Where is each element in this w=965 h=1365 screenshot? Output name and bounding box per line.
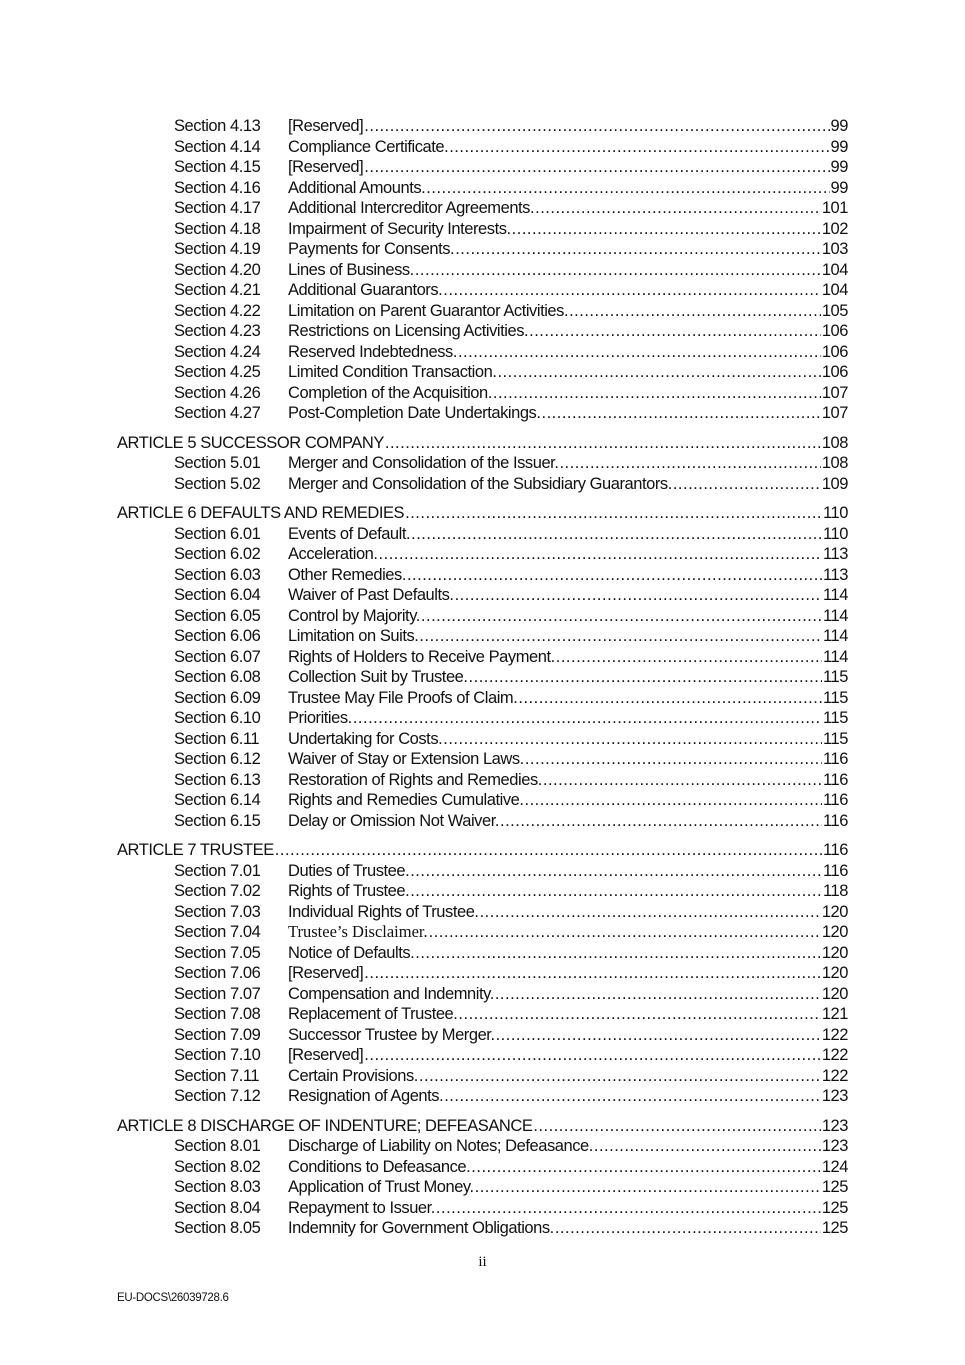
toc-page-number: 123 — [821, 1116, 848, 1135]
toc-section-number: Section 6.06 — [174, 627, 261, 645]
toc-section-title: Trustee May File Proofs of Claim. — [288, 688, 518, 707]
toc-page-number: 99 — [830, 117, 848, 135]
toc-section-row[interactable] — [117, 1157, 848, 1178]
toc-section-row[interactable] — [117, 403, 848, 424]
toc-section-row[interactable] — [117, 943, 848, 964]
dot-leader — [512, 219, 821, 240]
toc-page-number: 125 — [821, 1178, 848, 1196]
toc-section-title: Individual Rights of Trustee. — [288, 902, 479, 921]
toc-section-number: Section 4.15 — [174, 158, 261, 176]
dot-leader — [429, 922, 821, 943]
toc-section-number: Section 7.06 — [174, 964, 261, 982]
dot-leader — [379, 544, 822, 565]
toc-section-row[interactable] — [117, 881, 848, 902]
toc-section-number: Section 4.23 — [174, 322, 261, 340]
toc-section-row[interactable] — [117, 647, 848, 668]
dot-leader — [415, 260, 821, 281]
toc-page-number: 125 — [821, 1219, 848, 1237]
toc-page-number: 116 — [823, 750, 848, 768]
dot-leader — [458, 342, 821, 363]
toc-section-title: Replacement of Trustee. — [288, 1005, 458, 1023]
toc-section-row[interactable] — [117, 362, 848, 383]
toc-section-title: Rights of Trustee. — [288, 882, 410, 900]
toc-section-title: Compensation and Indemnity. — [288, 984, 494, 1003]
dot-leader — [419, 626, 822, 647]
toc-section-number: Section 4.13 — [174, 117, 261, 135]
toc-section-number: Section 7.01 — [174, 861, 261, 880]
dot-leader — [411, 524, 822, 545]
dot-leader — [518, 688, 822, 709]
toc-page-number: 106 — [821, 342, 848, 361]
toc-section-row[interactable] — [117, 321, 848, 342]
dot-leader — [410, 861, 822, 882]
toc-article-title: ARTICLE 5 SUCCESSOR COMPANY — [117, 433, 384, 452]
toc-section-title: Additional Amounts. — [288, 178, 426, 197]
toc-section-number: Section 7.10 — [174, 1046, 261, 1064]
dot-leader — [443, 729, 822, 750]
toc-section-row[interactable] — [117, 1136, 848, 1157]
toc-section-title: Indemnity for Government Obligations. — [288, 1219, 554, 1237]
toc-section-row[interactable] — [117, 770, 848, 791]
toc-section-row[interactable] — [117, 606, 848, 627]
toc-page-number: 120 — [821, 943, 848, 962]
toc-section-title: Duties of Trustee. — [288, 861, 410, 880]
toc-section-number: Section 5.02 — [174, 474, 261, 493]
toc-section-row[interactable] — [117, 239, 848, 260]
toc-page-number: 116 — [823, 861, 848, 880]
dot-leader — [410, 881, 822, 902]
toc-page-number: 122 — [821, 1066, 848, 1085]
toc-section-title: Acceleration. — [288, 545, 378, 563]
dot-leader — [405, 503, 822, 524]
toc-section-title: Other Remedies. — [288, 565, 406, 584]
dot-leader — [415, 943, 821, 964]
toc-section-title: Restoration of Rights and Remedies. — [288, 770, 542, 789]
dot-leader — [421, 606, 822, 627]
toc-section-title: Discharge of Liability on Notes; Defeasance. — [288, 1137, 593, 1155]
toc-section-title: Lines of Business. — [288, 260, 414, 279]
toc-section-row[interactable] — [117, 811, 848, 832]
dot-leader — [497, 362, 820, 383]
toc-section-number: Section 8.01 — [174, 1137, 261, 1155]
dot-leader — [533, 1116, 820, 1137]
toc-section-number: Section 7.03 — [174, 902, 261, 921]
toc-section-title: Conditions to Defeasance. — [288, 1157, 471, 1176]
table-of-contents — [117, 116, 848, 1239]
toc-section-title: Merger and Consolidation of the Issuer. — [288, 454, 559, 472]
toc-article-row[interactable] — [117, 840, 848, 861]
toc-section-row[interactable] — [117, 922, 848, 943]
toc-page-number: 110 — [823, 504, 848, 522]
toc-section-title: Compliance Certificate. — [288, 137, 449, 156]
toc-section-number: Section 6.11 — [174, 729, 260, 748]
toc-section-title: Limited Condition Transaction. — [288, 363, 497, 381]
dot-leader — [496, 1025, 821, 1046]
toc-page-number: 116 — [823, 841, 848, 859]
toc-page-number: 124 — [821, 1157, 848, 1176]
toc-section-number: Section 6.09 — [174, 688, 261, 707]
toc-section-number: Section 6.05 — [174, 606, 261, 625]
dot-leader — [475, 1177, 821, 1198]
toc-article-title: ARTICLE 7 TRUSTEE — [117, 841, 274, 859]
toc-section-row[interactable] — [117, 453, 848, 474]
toc-section-title: Rights and Remedies Cumulative. — [288, 791, 524, 809]
toc-section-title: Resignation of Agents. — [288, 1087, 444, 1105]
dot-leader — [569, 301, 821, 322]
toc-section-row[interactable] — [117, 902, 848, 923]
toc-section-number: Section 4.19 — [174, 240, 261, 258]
dot-leader — [455, 239, 821, 260]
toc-section-title: Trustee’s Disclaimer. — [288, 922, 428, 941]
toc-section-title: Notice of Defaults. — [288, 943, 415, 962]
toc-section-row[interactable] — [117, 1025, 848, 1046]
toc-page-number: 116 — [823, 791, 848, 809]
toc-section-row[interactable] — [117, 301, 848, 322]
toc-page-number: 110 — [823, 524, 848, 543]
toc-page-number: 115 — [823, 729, 848, 748]
toc-section-number: Section 7.07 — [174, 984, 261, 1003]
toc-section-number: Section 8.05 — [174, 1219, 261, 1237]
toc-section-title: Limitation on Parent Guarantor Activities. — [288, 301, 569, 320]
dot-leader — [543, 770, 822, 791]
dot-leader — [559, 453, 820, 474]
toc-page-number: 106 — [821, 322, 848, 340]
toc-section-row[interactable] — [117, 116, 848, 137]
toc-page-number: 116 — [823, 770, 848, 789]
toc-page-number: 115 — [823, 688, 848, 707]
toc-page-number: 101 — [821, 199, 848, 217]
dot-leader — [542, 403, 821, 424]
toc-page-number: 121 — [821, 1005, 848, 1023]
toc-section-row[interactable] — [117, 137, 848, 158]
toc-section-title: Reserved Indebtedness. — [288, 342, 457, 361]
toc-section-number: Section 6.14 — [174, 791, 261, 809]
toc-section-number: Section 4.20 — [174, 260, 261, 279]
toc-section-row[interactable] — [117, 861, 848, 882]
toc-section-number: Section 4.17 — [174, 199, 261, 217]
dot-leader — [449, 137, 829, 158]
toc-page-number: 99 — [830, 137, 848, 156]
dot-leader — [458, 1004, 820, 1025]
toc-page-number: 114 — [823, 647, 848, 666]
dot-leader — [419, 1066, 821, 1087]
toc-section-title: [Reserved] — [288, 1046, 364, 1064]
toc-section-number: Section 6.02 — [174, 545, 261, 563]
toc-section-row[interactable] — [117, 963, 848, 984]
toc-page-number: 105 — [821, 301, 848, 320]
dot-leader — [364, 1045, 821, 1066]
toc-article-row[interactable] — [117, 1116, 848, 1137]
toc-section-number: Section 4.24 — [174, 342, 261, 361]
toc-section-row[interactable] — [117, 708, 848, 729]
toc-page-number: 123 — [821, 1087, 848, 1105]
toc-section-number: Section 8.03 — [174, 1178, 261, 1196]
dot-leader — [556, 647, 822, 668]
toc-section-number: Section 6.08 — [174, 668, 261, 686]
toc-section-title: [Reserved] — [288, 158, 364, 176]
toc-section-title: Rights of Holders to Receive Payment. — [288, 647, 555, 666]
dot-leader — [535, 198, 821, 219]
toc-section-title: Successor Trustee by Merger. — [288, 1025, 495, 1044]
toc-section-title: Control by Majority. — [288, 606, 420, 625]
toc-page-number: 114 — [823, 586, 848, 604]
toc-section-number: Section 7.12 — [174, 1087, 261, 1105]
toc-section-row[interactable] — [117, 688, 848, 709]
toc-section-title: Application of Trust Money. — [288, 1178, 474, 1196]
toc-section-title: [Reserved] — [288, 117, 364, 135]
toc-page-number: 120 — [821, 923, 848, 941]
dot-leader — [275, 840, 822, 861]
dot-leader — [364, 116, 829, 137]
dot-leader — [385, 433, 821, 454]
toc-article-title: ARTICLE 8 DISCHARGE OF INDENTURE; DEFEASANCE — [117, 1116, 533, 1135]
toc-page-number: 114 — [823, 606, 848, 625]
dot-leader — [495, 984, 821, 1005]
toc-section-row[interactable] — [117, 565, 848, 586]
toc-section-title: Certain Provisions. — [288, 1066, 418, 1085]
toc-section-title: Impairment of Security Interests. — [288, 219, 511, 238]
dot-leader — [364, 963, 821, 984]
toc-section-row[interactable] — [117, 219, 848, 240]
toc-page-number: 104 — [821, 281, 848, 299]
toc-section-row[interactable] — [117, 1086, 848, 1107]
toc-page-number: 104 — [821, 260, 848, 279]
toc-section-number: Section 6.04 — [174, 586, 261, 604]
toc-page-number: 103 — [821, 240, 848, 258]
toc-section-row[interactable] — [117, 667, 848, 688]
toc-section-number: Section 7.02 — [174, 882, 261, 900]
toc-section-row[interactable] — [117, 1045, 848, 1066]
toc-section-number: Section 6.01 — [174, 524, 261, 543]
toc-section-number: Section 6.10 — [174, 709, 261, 727]
toc-section-number: Section 6.07 — [174, 647, 261, 666]
toc-page-number: 113 — [823, 545, 848, 563]
toc-section-number: Section 7.04 — [174, 923, 261, 941]
toc-page-number: 106 — [821, 363, 848, 381]
dot-leader — [525, 749, 822, 770]
toc-section-title: Merger and Consolidation of the Subsidiary Guarantors. — [288, 474, 672, 493]
toc-section-row[interactable] — [117, 280, 848, 301]
toc-page-number: 120 — [821, 984, 848, 1003]
toc-page-number: 109 — [821, 474, 848, 493]
toc-page-number: 120 — [821, 964, 848, 982]
toc-page-number: 113 — [823, 565, 848, 584]
toc-page-number: 116 — [823, 811, 848, 830]
dot-leader — [364, 157, 829, 178]
dot-leader — [436, 1198, 821, 1219]
document-id: EU-DOCS\26039728.6 — [117, 1292, 229, 1304]
toc-section-title: Restrictions on Licensing Activities. — [288, 322, 529, 340]
dot-leader — [469, 667, 823, 688]
toc-section-number: Section 4.25 — [174, 363, 261, 381]
toc-section-row[interactable] — [117, 1177, 848, 1198]
toc-section-title: Undertaking for Costs. — [288, 729, 443, 748]
toc-section-number: Section 7.11 — [174, 1066, 260, 1085]
toc-section-row[interactable] — [117, 544, 848, 565]
toc-page-number: 107 — [821, 404, 848, 422]
toc-section-row[interactable] — [117, 342, 848, 363]
toc-section-row[interactable] — [117, 178, 848, 199]
toc-page-number: 122 — [821, 1025, 848, 1044]
toc-section-title: Priorities. — [288, 709, 352, 727]
dot-leader — [529, 321, 821, 342]
toc-page-number: 122 — [821, 1046, 848, 1064]
dot-leader — [555, 1218, 821, 1239]
toc-section-title: Limitation on Suits. — [288, 627, 419, 645]
toc-section-row[interactable] — [117, 749, 848, 770]
toc-section-row[interactable] — [117, 524, 848, 545]
toc-section-number: Section 4.27 — [174, 404, 261, 422]
dot-leader — [594, 1136, 821, 1157]
toc-page-number: 120 — [821, 902, 848, 921]
toc-section-number: Section 4.26 — [174, 383, 261, 402]
dot-leader — [407, 565, 822, 586]
dot-leader — [673, 474, 821, 495]
toc-page-number: 99 — [830, 178, 848, 197]
toc-page-number: 114 — [823, 627, 848, 645]
toc-section-title: Waiver of Past Defaults. — [288, 586, 454, 604]
toc-page-number: 115 — [823, 709, 848, 727]
dot-leader — [500, 811, 822, 832]
toc-section-number: Section 7.09 — [174, 1025, 261, 1044]
toc-section-row[interactable] — [117, 1004, 848, 1025]
toc-page-number: 123 — [821, 1137, 848, 1155]
dot-leader — [353, 708, 822, 729]
toc-page-number: 125 — [821, 1198, 848, 1217]
toc-page-number: 102 — [821, 219, 848, 238]
toc-article-row[interactable] — [117, 433, 848, 454]
toc-section-row[interactable] — [117, 729, 848, 750]
toc-section-number: Section 6.13 — [174, 770, 261, 789]
toc-section-row[interactable] — [117, 260, 848, 281]
toc-page-number: 115 — [823, 668, 848, 686]
toc-section-title: Collection Suit by Trustee. — [288, 668, 468, 686]
toc-section-number: Section 7.05 — [174, 943, 261, 962]
toc-section-title: Waiver of Stay or Extension Laws. — [288, 750, 524, 768]
toc-page-number: 99 — [830, 158, 848, 176]
toc-section-title: Additional Guarantors. — [288, 281, 443, 299]
toc-section-title: Payments for Consents. — [288, 240, 455, 258]
toc-section-row[interactable] — [117, 383, 848, 404]
toc-article-row[interactable] — [117, 503, 848, 524]
toc-section-number: Section 4.21 — [174, 281, 261, 299]
dot-leader — [471, 1157, 821, 1178]
toc-section-number: Section 5.01 — [174, 454, 261, 472]
toc-section-number: Section 4.14 — [174, 137, 261, 156]
toc-section-row[interactable] — [117, 1218, 848, 1239]
toc-section-row[interactable] — [117, 157, 848, 178]
dot-leader — [525, 790, 823, 811]
toc-section-number: Section 8.04 — [174, 1198, 261, 1217]
toc-section-title: Post-Completion Date Undertakings. — [288, 404, 541, 422]
toc-page-number: 118 — [823, 882, 848, 900]
toc-section-row[interactable] — [117, 474, 848, 495]
dot-leader — [426, 178, 829, 199]
toc-section-row[interactable] — [117, 984, 848, 1005]
toc-section-title: [Reserved] — [288, 964, 364, 982]
toc-section-title: Completion of the Acquisition. — [288, 383, 492, 402]
dot-leader — [480, 902, 821, 923]
toc-section-number: Section 4.16 — [174, 178, 261, 197]
dot-leader — [444, 1086, 821, 1107]
toc-section-row[interactable] — [117, 585, 848, 606]
toc-section-row[interactable] — [117, 790, 848, 811]
toc-section-title: Repayment to Issuer. — [288, 1198, 435, 1217]
toc-section-number: Section 4.18 — [174, 219, 261, 238]
toc-section-number: Section 6.15 — [174, 811, 261, 830]
toc-section-title: Delay or Omission Not Waiver. — [288, 811, 499, 830]
toc-section-row[interactable] — [117, 1198, 848, 1219]
toc-section-row[interactable] — [117, 1066, 848, 1087]
toc-section-number: Section 6.12 — [174, 750, 261, 768]
dot-leader — [493, 383, 821, 404]
toc-section-number: Section 8.02 — [174, 1157, 261, 1176]
toc-page-number: 108 — [821, 433, 848, 452]
toc-page-number: 107 — [821, 383, 848, 402]
page-number: ii — [478, 1254, 487, 1270]
toc-section-row[interactable] — [117, 626, 848, 647]
toc-article-title: ARTICLE 6 DEFAULTS AND REMEDIES — [117, 504, 405, 522]
toc-section-number: Section 4.22 — [174, 301, 261, 320]
toc-section-number: Section 6.03 — [174, 565, 261, 584]
toc-page-number: 108 — [821, 454, 848, 472]
toc-section-number: Section 7.08 — [174, 1005, 261, 1023]
toc-section-title: Additional Intercreditor Agreements. — [288, 199, 535, 217]
dot-leader — [443, 280, 821, 301]
toc-section-row[interactable] — [117, 198, 848, 219]
toc-section-title: Events of Default. — [288, 524, 411, 543]
dot-leader — [455, 585, 822, 606]
